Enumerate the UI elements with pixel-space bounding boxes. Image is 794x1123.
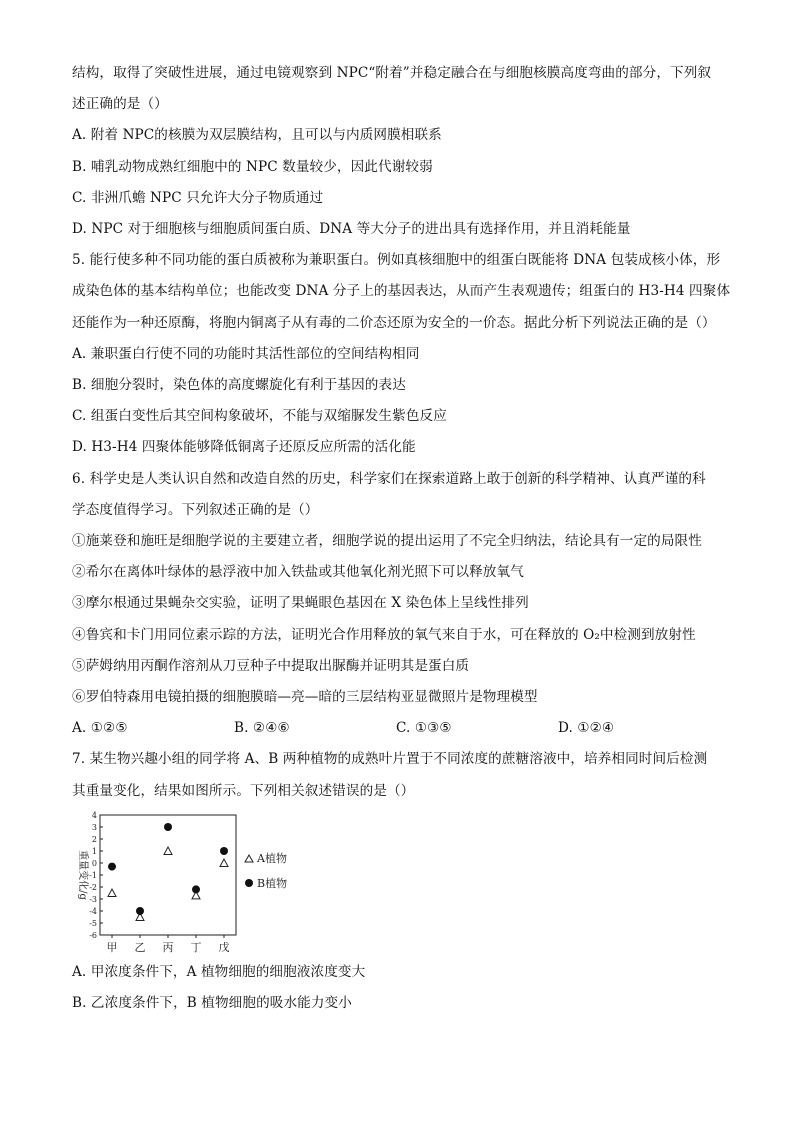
q6-option-b: B. ②④⑥ xyxy=(234,720,290,737)
data-points xyxy=(108,823,228,921)
q4-stem-line1: 结构，取得了突破性进展，通过电镜观察到 NPC“附着”并稳定融合在与细胞核膜高度弯曲的部分，下列叙 xyxy=(72,65,712,81)
x-tick-label: 丙 xyxy=(162,940,174,954)
q6-option-a: A. ①②⑤ xyxy=(72,720,128,737)
q4-option-d: D. NPC 对于细胞核与细胞质间蛋白质、DNA 等大分子的进出具有选择作用，并且消耗能量 xyxy=(72,221,631,238)
q6-options xyxy=(72,713,722,744)
q4-stem-line2: 述正确的是（） xyxy=(72,96,168,113)
y-axis-label: 重量变化/g xyxy=(77,849,88,900)
q5-option-a: A. 兼职蛋白行使不同的功能时其活性部位的空间结构相同 xyxy=(72,345,420,362)
point-a-plant xyxy=(220,859,228,867)
q6-stem-line2: 学态度值得学习。下列叙述正确的是（） xyxy=(72,501,319,518)
x-tick-label: 甲 xyxy=(106,940,118,954)
point-a-plant xyxy=(108,889,116,897)
q5-option-d: D. H3-H4 四聚体能够降低铜离子还原反应所需的活化能 xyxy=(72,439,416,456)
q5-stem-line3: 还能作为一种还原酶，将胞内铜离子从有毒的二价态还原为安全的一价态。据此分析下列说法正确的是（） xyxy=(72,314,716,331)
q7-stem-line1: 7. 某生物兴趣小组的同学将 A、B 两种植物的成熟叶片置于不同浓度的蔗糖溶液中，培养相同时间后检测 xyxy=(72,751,708,768)
q7-option-b: B. 乙浓度条件下，B 植物细胞的吸水能力变小 xyxy=(72,995,352,1012)
q6-statement-6: ⑥罗伯特森用电镜拍摄的细胞膜暗—亮—暗的三层结构亚显微照片是物理模型 xyxy=(72,689,538,706)
y-tick-label: -5 xyxy=(89,918,97,928)
legend xyxy=(245,851,287,890)
legend-a-label: A植物 xyxy=(257,851,287,865)
q5-stem-line2: 成染色体的基本结构单位；也能改变 DNA 分子上的基因表达，从而产生表观遗传；组蛋白的 H3-H4 四聚体 xyxy=(72,283,731,300)
q4-option-a: A. 附着 NPC的核膜为双层膜结构，且可以与内质网膜相联系 xyxy=(72,127,442,144)
point-b-plant xyxy=(108,862,116,870)
q4-option-b: B. 哺乳动物成熟红细胞中的 NPC 数量较少，因此代谢较弱 xyxy=(72,158,433,175)
y-tick-label: -4 xyxy=(89,906,97,916)
x-tick-label: 戊 xyxy=(218,940,230,954)
legend-a-marker xyxy=(245,855,253,862)
plot-frame xyxy=(100,815,236,935)
q6-statement-3: ③摩尔根通过果蝇杂交实验，证明了果蝇眼色基因在 X 染色体上呈线性排列 xyxy=(72,595,529,612)
y-tick-label: 1 xyxy=(91,846,97,856)
q5-option-b: B. 细胞分裂时，染色体的高度螺旋化有利于基因的表达 xyxy=(72,377,406,394)
x-tick-label: 乙 xyxy=(134,940,146,954)
q6-option-d: D. ①②④ xyxy=(558,720,615,737)
y-tick-label: -6 xyxy=(89,930,97,940)
x-tick-label: 丁 xyxy=(190,940,202,954)
y-tick-label: 2 xyxy=(91,834,97,844)
q6-option-c: C. ①③⑤ xyxy=(396,720,452,737)
q6-statement-4: ④鲁宾和卡门用同位素示踪的方法，证明光合作用释放的氧气来自于水，可在释放的 O₂中检测到放射性 xyxy=(72,626,696,643)
weight-change-chart xyxy=(72,809,722,957)
legend-b-label: B植物 xyxy=(257,876,288,890)
point-b-plant xyxy=(220,847,228,855)
q6-stem-line1: 6. 科学史是人类认识自然和改造自然的历史，科学家们在探索道路上敢于创新的科学精神、认真严谨的科 xyxy=(72,470,706,487)
point-b-plant xyxy=(136,907,144,915)
q5-option-c: C. 组蛋白变性后其空间构象破坏，不能与双缩脲发生紫色反应 xyxy=(72,408,447,425)
y-tick-label: 0 xyxy=(91,858,97,868)
y-ticks xyxy=(89,811,103,940)
legend-b-marker xyxy=(245,879,253,887)
y-tick-label: -3 xyxy=(89,894,97,904)
point-b-plant xyxy=(164,823,172,831)
q5-stem-line1: 5. 能行使多种不同功能的蛋白质被称为兼职蛋白。例如真核细胞中的组蛋白既能将 DNA 包装成核小体，形 xyxy=(72,252,721,269)
q7-option-a: A. 甲浓度条件下，A 植物细胞的细胞液浓度变大 xyxy=(72,963,366,980)
q7-stem-line2: 其重量变化，结果如图所示。下列相关叙述错误的是（） xyxy=(72,782,415,799)
x-ticks xyxy=(107,935,230,954)
scatter-chart-svg xyxy=(72,809,372,957)
exam-page xyxy=(72,58,731,1019)
q6-statement-1: ①施莱登和施旺是细胞学说的主要建立者，细胞学说的提出运用了不完全归纳法，结论具有一定的局限性 xyxy=(72,533,702,550)
y-tick-label: -1 xyxy=(89,870,97,880)
point-a-plant xyxy=(164,847,172,855)
y-tick-label: 4 xyxy=(91,810,97,820)
y-tick-label: -2 xyxy=(89,882,97,892)
q4-option-c: C. 非洲爪蟾 NPC 只允许大分子物质通过 xyxy=(72,189,324,206)
y-tick-label: 3 xyxy=(91,822,97,832)
point-b-plant xyxy=(192,885,200,893)
q6-statement-5: ⑤萨姆纳用丙酮作溶剂从刀豆种子中提取出脲酶并证明其是蛋白质 xyxy=(72,657,470,674)
q6-statement-2: ②希尔在离体叶绿体的悬浮液中加入铁盐或其他氧化剂光照下可以释放氧气 xyxy=(72,564,524,581)
